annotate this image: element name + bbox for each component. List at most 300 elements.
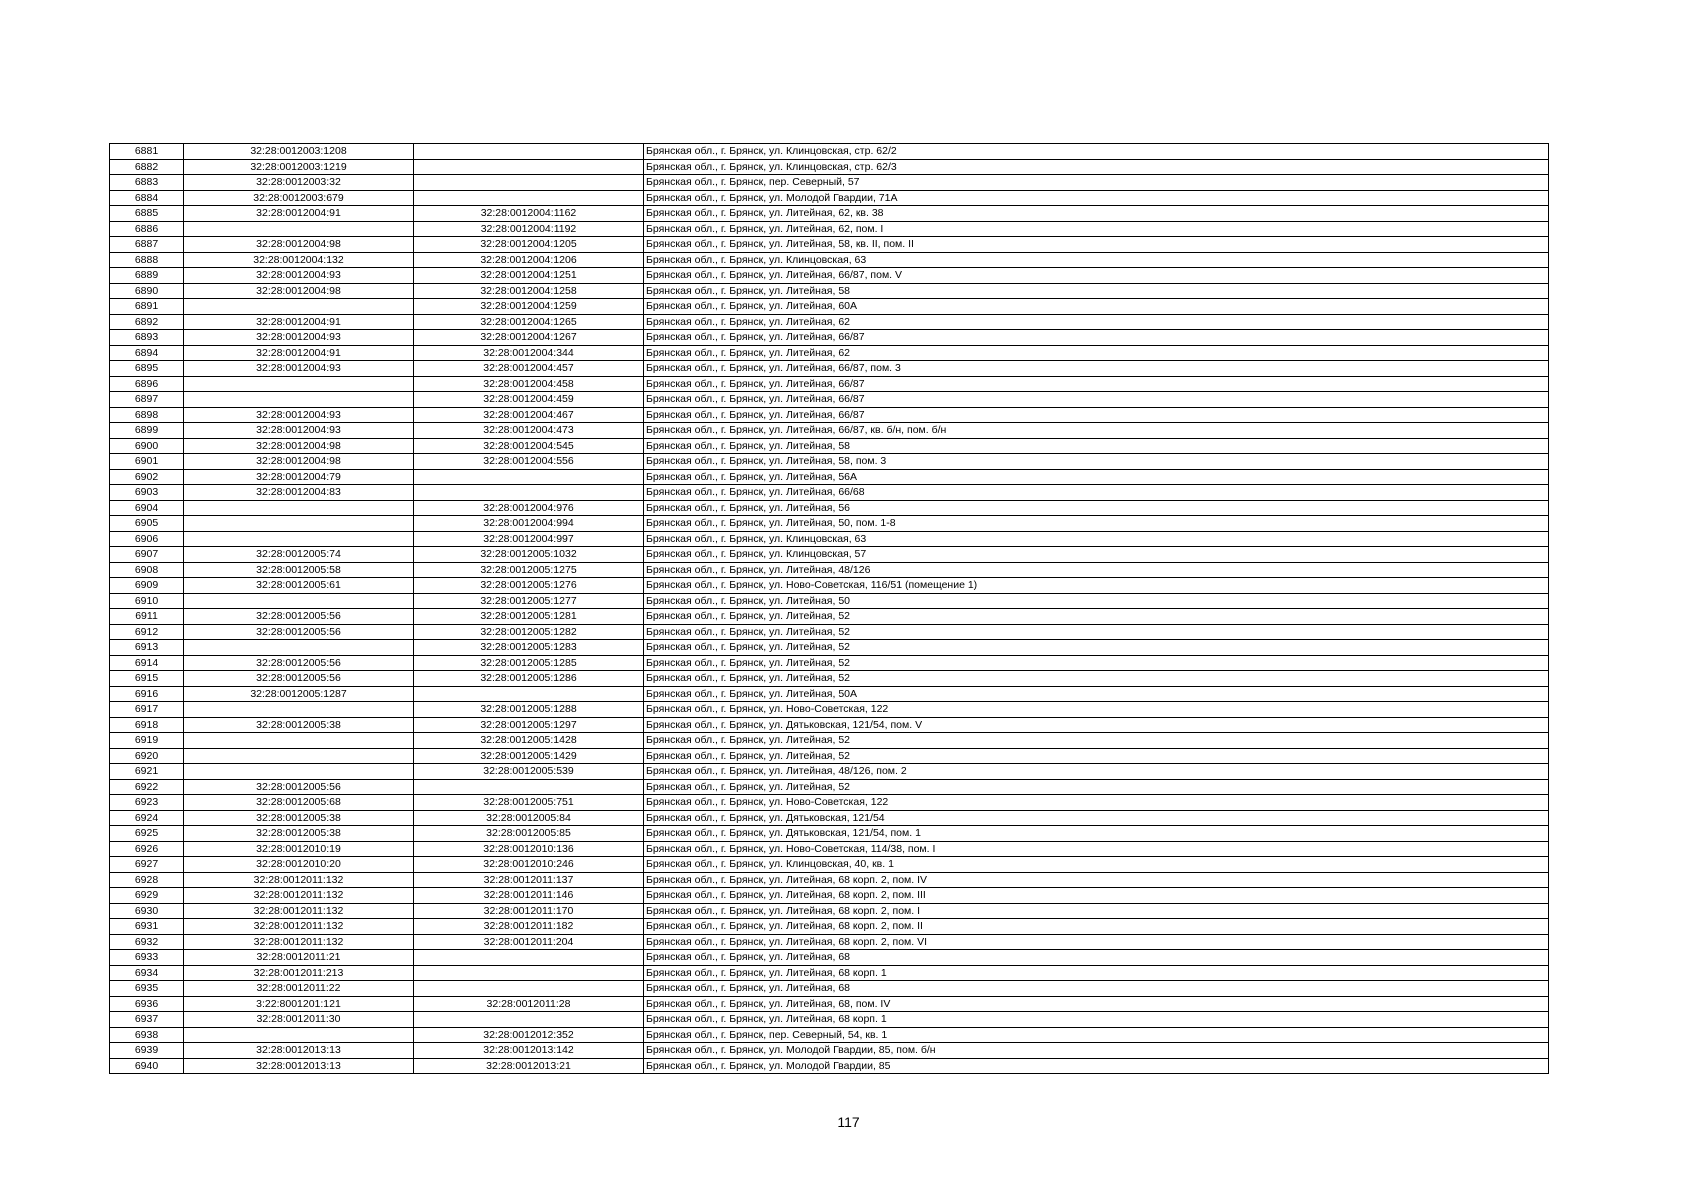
row-number-cell: 6893 — [110, 330, 184, 346]
table-row — [110, 981, 1549, 997]
table-row — [110, 717, 1549, 733]
table-row — [110, 965, 1549, 981]
table-row — [110, 283, 1549, 299]
cadastral-number-2-cell: 32:28:0012011:146 — [414, 888, 644, 904]
row-number-cell: 6891 — [110, 299, 184, 315]
address-cell: Брянская обл., г. Брянск, ул. Литейная, 68 корп. 1 — [644, 1012, 1549, 1028]
row-number-cell: 6898 — [110, 407, 184, 423]
cadastral-number-2-cell: 32:28:0012004:1206 — [414, 252, 644, 268]
row-number-cell: 6912 — [110, 624, 184, 640]
address-cell: Брянская обл., г. Брянск, ул. Молодой Гвардии, 85, пом. б/н — [644, 1043, 1549, 1059]
cadastral-number-2-cell: 32:28:0012005:1288 — [414, 702, 644, 718]
address-cell: Брянская обл., г. Брянск, ул. Дятьковская, 121/54, пом. V — [644, 717, 1549, 733]
table-row — [110, 671, 1549, 687]
row-number-cell: 6921 — [110, 764, 184, 780]
cadastral-number-1-cell: 32:28:0012004:93 — [184, 268, 414, 284]
table-row — [110, 500, 1549, 516]
address-cell: Брянская обл., г. Брянск, ул. Литейная, 62 — [644, 314, 1549, 330]
cadastral-number-2-cell: 32:28:0012004:556 — [414, 454, 644, 470]
cadastral-number-2-cell: 32:28:0012010:136 — [414, 841, 644, 857]
row-number-cell: 6925 — [110, 826, 184, 842]
cadastral-number-1-cell — [184, 733, 414, 749]
cadastral-number-1-cell: 32:28:0012005:1287 — [184, 686, 414, 702]
row-number-cell: 6892 — [110, 314, 184, 330]
address-cell: Брянская обл., г. Брянск, ул. Литейная, 62 — [644, 345, 1549, 361]
table-row — [110, 376, 1549, 392]
cadastral-number-1-cell: 32:28:0012004:83 — [184, 485, 414, 501]
table-row — [110, 485, 1549, 501]
cadastral-number-1-cell: 32:28:0012004:79 — [184, 469, 414, 485]
cadastral-number-1-cell — [184, 221, 414, 237]
table-row — [110, 748, 1549, 764]
address-cell: Брянская обл., г. Брянск, ул. Литейная, 58 — [644, 438, 1549, 454]
cadastral-number-1-cell: 32:28:0012011:132 — [184, 903, 414, 919]
address-cell: Брянская обл., г. Брянск, ул. Дятьковская, 121/54, пом. 1 — [644, 826, 1549, 842]
table-row — [110, 702, 1549, 718]
address-cell: Брянская обл., г. Брянск, ул. Литейная, 66/87, кв. б/н, пом. б/н — [644, 423, 1549, 439]
row-number-cell: 6889 — [110, 268, 184, 284]
cadastral-number-1-cell — [184, 748, 414, 764]
cadastral-number-1-cell: 32:28:0012005:38 — [184, 717, 414, 733]
row-number-cell: 6913 — [110, 640, 184, 656]
row-number-cell: 6894 — [110, 345, 184, 361]
cadastral-number-2-cell: 32:28:0012004:976 — [414, 500, 644, 516]
row-number-cell: 6906 — [110, 531, 184, 547]
cadastral-number-2-cell: 32:28:0012004:1251 — [414, 268, 644, 284]
table-row — [110, 268, 1549, 284]
row-number-cell: 6890 — [110, 283, 184, 299]
address-cell: Брянская обл., г. Брянск, ул. Литейная, 50А — [644, 686, 1549, 702]
table-row — [110, 175, 1549, 191]
table-row — [110, 888, 1549, 904]
table-row — [110, 578, 1549, 594]
address-cell: Брянская обл., г. Брянск, ул. Литейная, 52 — [644, 655, 1549, 671]
cadastral-number-1-cell: 32:28:0012005:58 — [184, 562, 414, 578]
table-row — [110, 810, 1549, 826]
cadastral-number-1-cell — [184, 516, 414, 532]
cadastral-number-1-cell — [184, 640, 414, 656]
row-number-cell: 6914 — [110, 655, 184, 671]
address-cell: Брянская обл., г. Брянск, ул. Литейная, 52 — [644, 733, 1549, 749]
row-number-cell: 6934 — [110, 965, 184, 981]
row-number-cell: 6923 — [110, 795, 184, 811]
cadastral-number-1-cell: 32:28:0012005:74 — [184, 547, 414, 563]
address-cell: Брянская обл., г. Брянск, ул. Литейная, 68 корп. 2, пом. I — [644, 903, 1549, 919]
cadastral-number-2-cell: 32:28:0012005:1285 — [414, 655, 644, 671]
address-cell: Брянская обл., г. Брянск, ул. Ново-Советская, 116/51 (помещение 1) — [644, 578, 1549, 594]
cadastral-number-1-cell: 32:28:0012003:1208 — [184, 144, 414, 160]
address-cell: Брянская обл., г. Брянск, ул. Литейная, 66/87 — [644, 376, 1549, 392]
table-row — [110, 826, 1549, 842]
address-cell: Брянская обл., г. Брянск, ул. Литейная, 66/87 — [644, 407, 1549, 423]
row-number-cell: 6919 — [110, 733, 184, 749]
address-cell: Брянская обл., г. Брянск, ул. Литейная, 50, пом. 1-8 — [644, 516, 1549, 532]
row-number-cell: 6930 — [110, 903, 184, 919]
cadastral-number-2-cell — [414, 485, 644, 501]
cadastral-number-2-cell: 32:28:0012005:539 — [414, 764, 644, 780]
table-row — [110, 624, 1549, 640]
cadastral-number-1-cell: 32:28:0012005:56 — [184, 655, 414, 671]
row-number-cell: 6918 — [110, 717, 184, 733]
address-cell: Брянская обл., г. Брянск, ул. Литейная, 62, пом. I — [644, 221, 1549, 237]
row-number-cell: 6940 — [110, 1058, 184, 1074]
row-number-cell: 6909 — [110, 578, 184, 594]
cadastral-number-2-cell — [414, 144, 644, 160]
cadastral-number-2-cell: 32:28:0012004:458 — [414, 376, 644, 392]
cadastral-number-2-cell: 32:28:0012005:1283 — [414, 640, 644, 656]
row-number-cell: 6916 — [110, 686, 184, 702]
cadastral-number-1-cell: 32:28:0012004:91 — [184, 206, 414, 222]
row-number-cell: 6884 — [110, 190, 184, 206]
table-row — [110, 392, 1549, 408]
cadastral-number-1-cell: 32:28:0012004:93 — [184, 361, 414, 377]
cadastral-number-2-cell: 32:28:0012004:1267 — [414, 330, 644, 346]
row-number-cell: 6929 — [110, 888, 184, 904]
cadastral-number-1-cell: 32:28:0012011:30 — [184, 1012, 414, 1028]
cadastral-number-1-cell: 32:28:0012004:98 — [184, 454, 414, 470]
address-cell: Брянская обл., г. Брянск, ул. Литейная, 62, кв. 38 — [644, 206, 1549, 222]
address-cell: Брянская обл., г. Брянск, ул. Литейная, 50 — [644, 593, 1549, 609]
cadastral-number-2-cell: 32:28:0012005:1282 — [414, 624, 644, 640]
table-row — [110, 857, 1549, 873]
cadastral-number-2-cell: 32:28:0012004:459 — [414, 392, 644, 408]
cadastral-number-2-cell: 32:28:0012005:1276 — [414, 578, 644, 594]
cadastral-number-2-cell — [414, 686, 644, 702]
cadastral-number-2-cell: 32:28:0012011:170 — [414, 903, 644, 919]
cadastral-number-2-cell: 32:28:0012010:246 — [414, 857, 644, 873]
address-cell: Брянская обл., г. Брянск, ул. Литейная, 68 корп. 2, пом. III — [644, 888, 1549, 904]
cadastral-number-2-cell: 32:28:0012011:28 — [414, 996, 644, 1012]
cadastral-number-1-cell — [184, 500, 414, 516]
row-number-cell: 6932 — [110, 934, 184, 950]
cadastral-number-1-cell: 32:28:0012011:132 — [184, 934, 414, 950]
address-cell: Брянская обл., г. Брянск, ул. Литейная, 58, кв. II, пом. II — [644, 237, 1549, 253]
table-row — [110, 934, 1549, 950]
cadastral-number-1-cell — [184, 1027, 414, 1043]
address-cell: Брянская обл., г. Брянск, ул. Литейная, 52 — [644, 624, 1549, 640]
row-number-cell: 6897 — [110, 392, 184, 408]
cadastral-number-2-cell: 32:28:0012013:21 — [414, 1058, 644, 1074]
cadastral-number-1-cell: 32:28:0012005:38 — [184, 826, 414, 842]
row-number-cell: 6935 — [110, 981, 184, 997]
cadastral-number-2-cell — [414, 1012, 644, 1028]
cadastral-number-1-cell — [184, 593, 414, 609]
table-row — [110, 423, 1549, 439]
table-row — [110, 252, 1549, 268]
cadastral-number-2-cell: 32:28:0012005:85 — [414, 826, 644, 842]
table-row — [110, 562, 1549, 578]
cadastral-number-1-cell: 32:28:0012011:21 — [184, 950, 414, 966]
row-number-cell: 6910 — [110, 593, 184, 609]
row-number-cell: 6903 — [110, 485, 184, 501]
table-row — [110, 1043, 1549, 1059]
cadastral-number-2-cell — [414, 159, 644, 175]
cadastral-number-1-cell: 32:28:0012013:13 — [184, 1043, 414, 1059]
row-number-cell: 6937 — [110, 1012, 184, 1028]
cadastral-number-2-cell: 32:28:0012011:204 — [414, 934, 644, 950]
cadastral-number-1-cell: 32:28:0012011:132 — [184, 919, 414, 935]
address-cell: Брянская обл., г. Брянск, ул. Литейная, 66/87, пом. 3 — [644, 361, 1549, 377]
cadastral-number-1-cell: 32:28:0012005:56 — [184, 609, 414, 625]
address-cell: Брянская обл., г. Брянск, ул. Литейная, 52 — [644, 640, 1549, 656]
address-cell: Брянская обл., г. Брянск, ул. Молодой Гвардии, 85 — [644, 1058, 1549, 1074]
cadastral-number-2-cell: 32:28:0012004:1258 — [414, 283, 644, 299]
row-number-cell: 6928 — [110, 872, 184, 888]
table-row — [110, 655, 1549, 671]
registry-table — [109, 143, 1549, 1074]
table-row — [110, 1027, 1549, 1043]
row-number-cell: 6926 — [110, 841, 184, 857]
row-number-cell: 6927 — [110, 857, 184, 873]
cadastral-number-2-cell: 32:28:0012005:751 — [414, 795, 644, 811]
row-number-cell: 6887 — [110, 237, 184, 253]
table-row — [110, 903, 1549, 919]
cadastral-number-2-cell: 32:28:0012004:473 — [414, 423, 644, 439]
cadastral-number-1-cell: 32:28:0012004:93 — [184, 330, 414, 346]
address-cell: Брянская обл., г. Брянск, ул. Литейная, 68 — [644, 950, 1549, 966]
cadastral-number-1-cell: 32:28:0012011:22 — [184, 981, 414, 997]
cadastral-number-2-cell: 32:28:0012011:137 — [414, 872, 644, 888]
address-cell: Брянская обл., г. Брянск, ул. Литейная, 68 — [644, 981, 1549, 997]
cadastral-number-2-cell: 32:28:0012011:182 — [414, 919, 644, 935]
row-number-cell: 6904 — [110, 500, 184, 516]
row-number-cell: 6899 — [110, 423, 184, 439]
address-cell: Брянская обл., г. Брянск, ул. Литейная, 66/87, пом. V — [644, 268, 1549, 284]
cadastral-number-1-cell: 32:28:0012004:91 — [184, 314, 414, 330]
cadastral-number-1-cell — [184, 702, 414, 718]
table-row — [110, 919, 1549, 935]
row-number-cell: 6900 — [110, 438, 184, 454]
cadastral-number-1-cell: 32:28:0012003:32 — [184, 175, 414, 191]
cadastral-number-1-cell — [184, 299, 414, 315]
cadastral-number-1-cell: 32:28:0012011:213 — [184, 965, 414, 981]
address-cell: Брянская обл., г. Брянск, ул. Литейная, 58 — [644, 283, 1549, 299]
row-number-cell: 6936 — [110, 996, 184, 1012]
cadastral-number-2-cell — [414, 469, 644, 485]
address-cell: Брянская обл., г. Брянск, ул. Литейная, 68 корп. 2, пом. VI — [644, 934, 1549, 950]
cadastral-number-1-cell: 32:28:0012005:56 — [184, 624, 414, 640]
page-number: 117 — [837, 1114, 860, 1130]
table-row — [110, 516, 1549, 532]
cadastral-number-2-cell: 32:28:0012004:997 — [414, 531, 644, 547]
address-cell: Брянская обл., г. Брянск, ул. Литейная, 68 корп. 2, пом. IV — [644, 872, 1549, 888]
row-number-cell: 6895 — [110, 361, 184, 377]
row-number-cell: 6931 — [110, 919, 184, 935]
cadastral-number-2-cell: 32:28:0012004:1162 — [414, 206, 644, 222]
row-number-cell: 6881 — [110, 144, 184, 160]
address-cell: Брянская обл., г. Брянск, ул. Молодой Гвардии, 71А — [644, 190, 1549, 206]
row-number-cell: 6908 — [110, 562, 184, 578]
table-row — [110, 314, 1549, 330]
table-row — [110, 841, 1549, 857]
cadastral-number-2-cell — [414, 175, 644, 191]
table-row — [110, 531, 1549, 547]
table-row — [110, 221, 1549, 237]
cadastral-number-1-cell: 32:28:0012011:132 — [184, 888, 414, 904]
cadastral-number-2-cell: 32:28:0012004:1205 — [414, 237, 644, 253]
address-cell: Брянская обл., г. Брянск, ул. Литейная, 68, пом. IV — [644, 996, 1549, 1012]
row-number-cell: 6938 — [110, 1027, 184, 1043]
address-cell: Брянская обл., г. Брянск, ул. Ново-Советская, 114/38, пом. I — [644, 841, 1549, 857]
table-row — [110, 144, 1549, 160]
table-row — [110, 795, 1549, 811]
cadastral-number-1-cell: 32:28:0012005:56 — [184, 671, 414, 687]
address-cell: Брянская обл., г. Брянск, ул. Литейная, 52 — [644, 609, 1549, 625]
table-row — [110, 764, 1549, 780]
table-row — [110, 159, 1549, 175]
cadastral-number-1-cell — [184, 531, 414, 547]
address-cell: Брянская обл., г. Брянск, ул. Ново-Советская, 122 — [644, 795, 1549, 811]
cadastral-number-1-cell: 3:22:8001201:121 — [184, 996, 414, 1012]
address-cell: Брянская обл., г. Брянск, ул. Дятьковская, 121/54 — [644, 810, 1549, 826]
address-cell: Брянская обл., г. Брянск, ул. Литейная, 56А — [644, 469, 1549, 485]
cadastral-number-1-cell: 32:28:0012004:98 — [184, 283, 414, 299]
row-number-cell: 6896 — [110, 376, 184, 392]
cadastral-number-2-cell: 32:28:0012005:1297 — [414, 717, 644, 733]
address-cell: Брянская обл., г. Брянск, ул. Литейная, 56 — [644, 500, 1549, 516]
row-number-cell: 6907 — [110, 547, 184, 563]
cadastral-number-2-cell: 32:28:0012005:1277 — [414, 593, 644, 609]
row-number-cell: 6882 — [110, 159, 184, 175]
cadastral-number-1-cell: 32:28:0012013:13 — [184, 1058, 414, 1074]
table-row — [110, 1058, 1549, 1074]
address-cell: Брянская обл., г. Брянск, ул. Литейная, 52 — [644, 748, 1549, 764]
row-number-cell: 6905 — [110, 516, 184, 532]
address-cell: Брянская обл., г. Брянск, ул. Литейная, 52 — [644, 671, 1549, 687]
cadastral-number-1-cell: 32:28:0012005:61 — [184, 578, 414, 594]
cadastral-number-2-cell: 32:28:0012004:1259 — [414, 299, 644, 315]
table-row — [110, 950, 1549, 966]
row-number-cell: 6920 — [110, 748, 184, 764]
table-row — [110, 454, 1549, 470]
cadastral-number-1-cell — [184, 392, 414, 408]
table-row — [110, 361, 1549, 377]
address-cell: Брянская обл., г. Брянск, ул. Ново-Советская, 122 — [644, 702, 1549, 718]
cadastral-number-2-cell: 32:28:0012005:1286 — [414, 671, 644, 687]
address-cell: Брянская обл., г. Брянск, ул. Клинцовская, 63 — [644, 531, 1549, 547]
address-cell: Брянская обл., г. Брянск, ул. Клинцовская, стр. 62/3 — [644, 159, 1549, 175]
address-cell: Брянская обл., г. Брянск, ул. Литейная, 66/68 — [644, 485, 1549, 501]
cadastral-number-2-cell: 32:28:0012004:1192 — [414, 221, 644, 237]
cadastral-number-2-cell: 32:28:0012004:467 — [414, 407, 644, 423]
cadastral-number-2-cell — [414, 190, 644, 206]
table-row — [110, 190, 1549, 206]
address-cell: Брянская обл., г. Брянск, ул. Литейная, 48/126 — [644, 562, 1549, 578]
row-number-cell: 6888 — [110, 252, 184, 268]
cadastral-number-2-cell: 32:28:0012005:1281 — [414, 609, 644, 625]
row-number-cell: 6885 — [110, 206, 184, 222]
table-row — [110, 547, 1549, 563]
table-row — [110, 779, 1549, 795]
address-cell: Брянская обл., г. Брянск, ул. Клинцовская, 40, кв. 1 — [644, 857, 1549, 873]
cadastral-number-1-cell: 32:28:0012011:132 — [184, 872, 414, 888]
cadastral-number-1-cell: 32:28:0012005:68 — [184, 795, 414, 811]
table-row — [110, 640, 1549, 656]
cadastral-number-2-cell: 32:28:0012005:1032 — [414, 547, 644, 563]
row-number-cell: 6922 — [110, 779, 184, 795]
table-row — [110, 996, 1549, 1012]
cadastral-number-2-cell — [414, 779, 644, 795]
row-number-cell: 6886 — [110, 221, 184, 237]
row-number-cell: 6933 — [110, 950, 184, 966]
table-row — [110, 469, 1549, 485]
address-cell: Брянская обл., г. Брянск, ул. Клинцовская, стр. 62/2 — [644, 144, 1549, 160]
address-cell: Брянская обл., г. Брянск, ул. Клинцовская, 57 — [644, 547, 1549, 563]
address-cell: Брянская обл., г. Брянск, ул. Литейная, 66/87 — [644, 330, 1549, 346]
row-number-cell: 6902 — [110, 469, 184, 485]
cadastral-number-1-cell: 32:28:0012004:98 — [184, 237, 414, 253]
row-number-cell: 6917 — [110, 702, 184, 718]
cadastral-number-1-cell: 32:28:0012010:19 — [184, 841, 414, 857]
table-row — [110, 733, 1549, 749]
cadastral-number-1-cell: 32:28:0012004:98 — [184, 438, 414, 454]
cadastral-number-2-cell: 32:28:0012005:1428 — [414, 733, 644, 749]
table-row — [110, 872, 1549, 888]
address-cell: Брянская обл., г. Брянск, ул. Литейная, 60А — [644, 299, 1549, 315]
cadastral-number-1-cell: 32:28:0012003:679 — [184, 190, 414, 206]
table-row — [110, 686, 1549, 702]
cadastral-number-2-cell — [414, 965, 644, 981]
address-cell: Брянская обл., г. Брянск, ул. Клинцовская, 63 — [644, 252, 1549, 268]
table-row — [110, 299, 1549, 315]
row-number-cell: 6915 — [110, 671, 184, 687]
address-cell: Брянская обл., г. Брянск, ул. Литейная, 68 корп. 1 — [644, 965, 1549, 981]
cadastral-number-2-cell: 32:28:0012004:994 — [414, 516, 644, 532]
cadastral-number-2-cell: 32:28:0012004:545 — [414, 438, 644, 454]
cadastral-number-2-cell: 32:28:0012004:344 — [414, 345, 644, 361]
cadastral-number-2-cell: 32:28:0012005:1429 — [414, 748, 644, 764]
address-cell: Брянская обл., г. Брянск, ул. Литейная, 66/87 — [644, 392, 1549, 408]
cadastral-number-1-cell: 32:28:0012003:1219 — [184, 159, 414, 175]
cadastral-number-2-cell: 32:28:0012005:1275 — [414, 562, 644, 578]
address-cell: Брянская обл., г. Брянск, пер. Северный, 57 — [644, 175, 1549, 191]
cadastral-number-1-cell: 32:28:0012004:93 — [184, 407, 414, 423]
address-cell: Брянская обл., г. Брянск, ул. Литейная, 68 корп. 2, пом. II — [644, 919, 1549, 935]
address-cell: Брянская обл., г. Брянск, ул. Литейная, 48/126, пом. 2 — [644, 764, 1549, 780]
table-row — [110, 407, 1549, 423]
table-row — [110, 330, 1549, 346]
cadastral-number-1-cell: 32:28:0012004:93 — [184, 423, 414, 439]
cadastral-number-1-cell — [184, 376, 414, 392]
cadastral-number-2-cell — [414, 981, 644, 997]
address-cell: Брянская обл., г. Брянск, ул. Литейная, 52 — [644, 779, 1549, 795]
table-row — [110, 1012, 1549, 1028]
cadastral-number-2-cell: 32:28:0012004:457 — [414, 361, 644, 377]
cadastral-number-2-cell: 32:28:0012004:1265 — [414, 314, 644, 330]
cadastral-number-2-cell: 32:28:0012012:352 — [414, 1027, 644, 1043]
cadastral-number-2-cell: 32:28:0012013:142 — [414, 1043, 644, 1059]
row-number-cell: 6901 — [110, 454, 184, 470]
cadastral-number-2-cell: 32:28:0012005:84 — [414, 810, 644, 826]
cadastral-number-1-cell: 32:28:0012004:132 — [184, 252, 414, 268]
row-number-cell: 6911 — [110, 609, 184, 625]
address-cell: Брянская обл., г. Брянск, пер. Северный, 54, кв. 1 — [644, 1027, 1549, 1043]
cadastral-number-2-cell — [414, 950, 644, 966]
address-cell: Брянская обл., г. Брянск, ул. Литейная, 58, пом. 3 — [644, 454, 1549, 470]
cadastral-number-1-cell: 32:28:0012005:56 — [184, 779, 414, 795]
table-row — [110, 593, 1549, 609]
table-row — [110, 237, 1549, 253]
cadastral-number-1-cell: 32:28:0012010:20 — [184, 857, 414, 873]
row-number-cell: 6939 — [110, 1043, 184, 1059]
cadastral-number-1-cell: 32:28:0012004:91 — [184, 345, 414, 361]
registry-table-body — [110, 144, 1549, 1074]
table-row — [110, 206, 1549, 222]
row-number-cell: 6883 — [110, 175, 184, 191]
cadastral-number-1-cell — [184, 764, 414, 780]
cadastral-number-1-cell: 32:28:0012005:38 — [184, 810, 414, 826]
table-row — [110, 609, 1549, 625]
